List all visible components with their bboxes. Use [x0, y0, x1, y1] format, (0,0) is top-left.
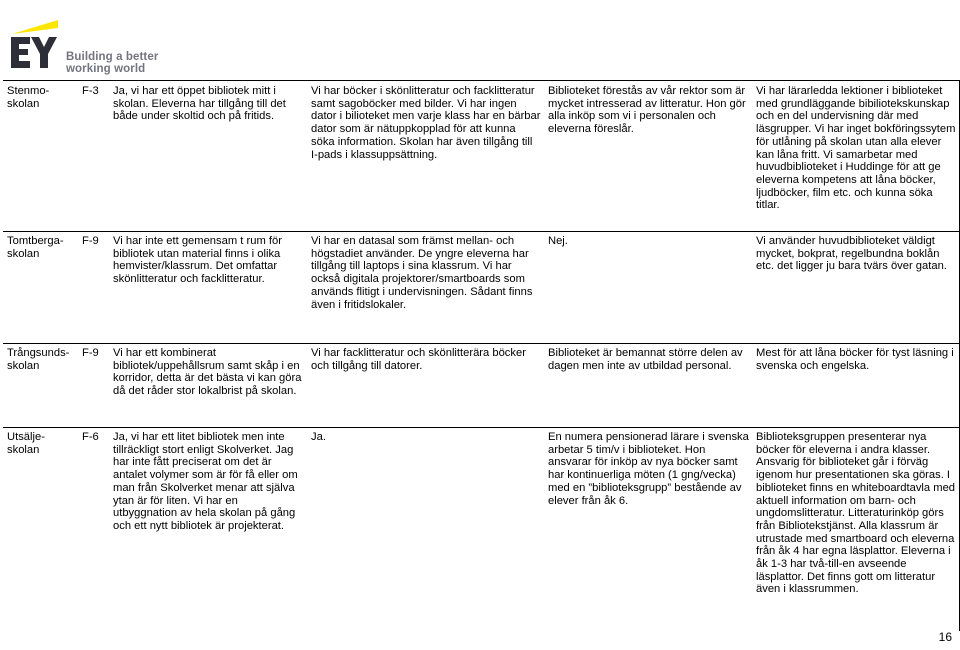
usage-answer: Mest för att låna böcker för tyst läsning i svenska och engelska. — [752, 343, 960, 427]
library-answer: Vi har inte ett gemensam t rum för bibliotek utan material finns i olika hemvister/klassrum. Det omfattar skönlitteratur och facklitteratur. — [113, 235, 282, 286]
grade-range: F-3 — [82, 85, 99, 97]
tagline-line-2: working world — [66, 63, 146, 75]
resources-answer: Ja. — [311, 431, 326, 443]
school-name: Tomtberga- skolan — [7, 235, 64, 260]
library-survey-table — [3, 80, 960, 596]
staffing-answer: Biblioteket är bemannat större delen av dagen men inte av utbildad personal. — [548, 347, 743, 372]
grade-range: F-6 — [82, 431, 99, 443]
table-row — [3, 81, 960, 232]
resources-answer: Vi har en datasal som främst mellan- och högstadiet använder. De yngre eleverna har tillgång till laptops i sina klassrum. Vi har också digitala projektorer/smartboards som används flitigt i undervisningen. Sådant finns även i fritidslokaler. — [311, 235, 533, 311]
school-name: Stenmo- skolan — [7, 85, 50, 110]
school-name: Trångsunds- skolan — [7, 347, 70, 372]
library-answer: Vi har ett kombinerat bibliotek/uppehållsrum samt skåp i en korridor, detta är det bästa vi kan göra då det råder stor lokalbrist på skolan. — [113, 347, 302, 398]
usage-answer: Vi har lärarledda lektioner i biblioteket med grundläggande bibiliotekskunskap och en del undervisning där med läsgrupper. Vi har inget bokföringssytem för utlåning på skolan utan alla elever kan låna fritt. Vi samarbetar med huvudbiblioteket i Huddinge för att ge eleverna kompetens att låna böcker, ljudböcker, film etc. och kunna söka titlar. — [752, 81, 960, 231]
library-answer: Ja, vi har ett öppet bibliotek mitt i skolan. Eleverna har tillgång till det både under skoltid och på fritids. — [113, 85, 286, 123]
page-number: 16 — [938, 630, 952, 644]
ey-logo-mark — [8, 20, 60, 70]
table-row — [3, 343, 960, 428]
grade-range: F-9 — [82, 347, 99, 359]
table-row — [3, 427, 960, 631]
resources-answer: Vi har facklitteratur och skönlitterära böcker och tillgång till datorer. — [311, 347, 526, 372]
library-answer: Ja, vi har ett litet bibliotek men inte tillräckligt stort enligt Skolverket. Jag har inte fått preciserat om det är antalet volymer som är för få eller om man från Skolverket menar att själva ytan är för liten. Vi har en utbyggnation av hela skolan på gång och ett nytt bibliotek är projekterat. — [113, 431, 298, 532]
tagline-line-1: Building a better — [66, 51, 159, 63]
ey-logo — [8, 20, 188, 75]
staffing-answer: Nej. — [548, 235, 568, 247]
usage-answer: Vi använder huvudbiblioteket väldigt mycket, bokprat, regelbundna boklån etc. det ligger ju bara tvärs över gatan. — [752, 231, 960, 343]
grade-range: F-9 — [82, 235, 99, 247]
ey-tagline — [66, 51, 158, 75]
staffing-answer: En numera pensionerad lärare i svenska arbetar 5 tim/v i biblioteket. Hon ansvarar för inköp av nya böcker samt har kontinuerliga möten (1 gng/vecka) med en ”biblioteksgrupp” bestående av elever från åk 6. — [548, 431, 749, 507]
usage-answer: Biblioteksgruppen presenterar nya böcker för eleverna i andra klasser. Ansvarig för biblioteket går i förväg igenom hur presentationen ska göras. I biblioteket finns en whiteboardtavla med aktuell information om barn- och ungdomslitteratur. Litteraturinköp görs från Bibliotekstjänst. Alla klassrum är utrustade med smartboard och eleverna från åk 4 har egna läsplattor. Eleverna i åk 1-3 har två-till-en avseende läsplattor. Det finns gott om litteratur även i klassrummen. — [752, 427, 960, 631]
table-row — [3, 231, 960, 344]
resources-answer: Vi har böcker i skönlitteratur och facklitteratur samt sagoböcker med bilder. Vi har ingen dator i bilioteket men varje klass har en bärbar dator som är nätuppkopplad för att kunna söka information. Skolan har även tillgång till I-pads i klassuppsättning. — [311, 85, 541, 161]
staffing-answer: Biblioteket förestås av vår rektor som är mycket intresserad av litteratur. Hon gör alla inköp som vi i personalen och eleverna föreslår. — [548, 85, 746, 136]
school-name: Utsälje- skolan — [7, 431, 45, 456]
